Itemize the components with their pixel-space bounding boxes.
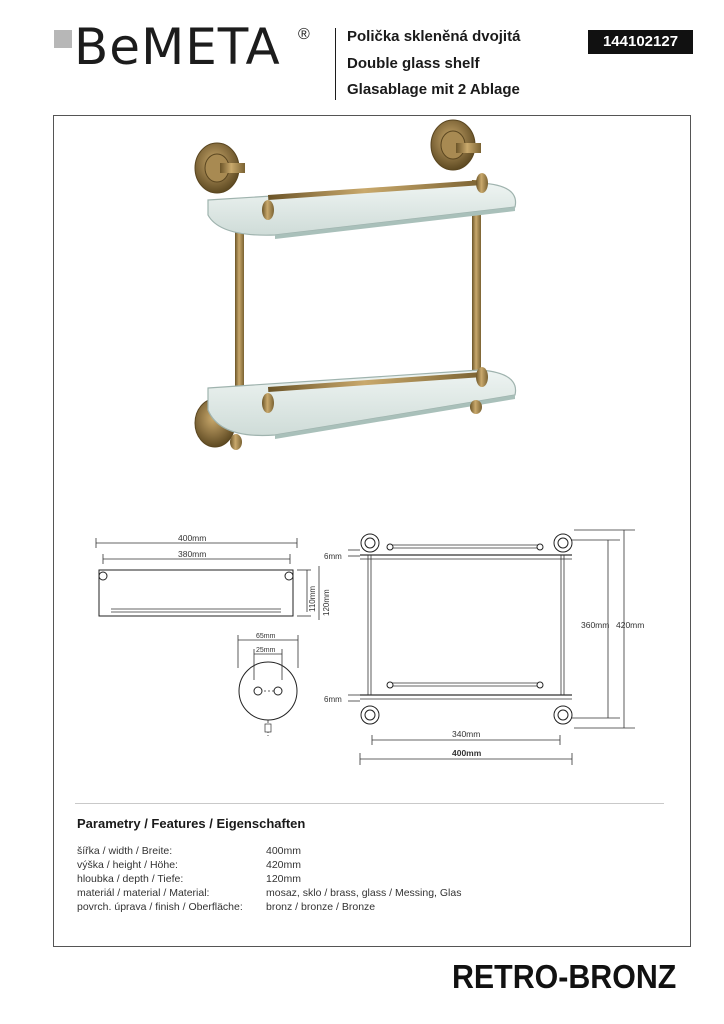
dim-outer-width: 400mm bbox=[452, 748, 482, 758]
spec-value-material: mosaz, sklo / brass, glass / Messing, Glas bbox=[266, 887, 462, 899]
series-name: RETRO-BRONZ bbox=[452, 958, 677, 995]
specs-divider bbox=[75, 803, 664, 804]
mount-detail-drawing bbox=[228, 628, 308, 738]
product-code: 144102127 bbox=[588, 30, 693, 54]
spec-value-width: 400mm bbox=[266, 845, 302, 857]
spec-label-width: šířka / width / Breite: bbox=[77, 845, 173, 857]
dim-outer-height: 420mm bbox=[616, 620, 645, 630]
logo-mark bbox=[54, 30, 72, 48]
dim-inner-width: 340mm bbox=[452, 729, 481, 739]
spec-value-depth: 120mm bbox=[266, 873, 302, 885]
dim-top-gap: 6mm bbox=[324, 552, 342, 561]
dim-bottom-gap: 6mm bbox=[324, 695, 342, 704]
spec-value-height: 420mm bbox=[266, 859, 302, 871]
dim-fixing-spacing: 25mm bbox=[256, 647, 276, 654]
dim-front-width-inner: 380mm bbox=[178, 549, 207, 559]
header-divider bbox=[335, 28, 336, 100]
front-view-drawing bbox=[85, 530, 345, 640]
dim-front-height-outer: 120mm bbox=[322, 589, 331, 616]
title-en: Double glass shelf bbox=[347, 55, 480, 72]
spec-label-depth: hloubka / depth / Tiefe: bbox=[77, 873, 184, 885]
side-view-drawing bbox=[320, 525, 655, 770]
spec-value-finish: bronz / bronze / Bronze bbox=[266, 901, 376, 913]
title-cz: Polička skleněná dvojitá bbox=[347, 28, 521, 45]
spec-label-finish: povrch. úprava / finish / Oberfläche: bbox=[77, 901, 243, 913]
spec-label-height: výška / height / Höhe: bbox=[77, 859, 178, 871]
dim-front-height-inner: 110mm bbox=[308, 585, 317, 612]
spec-label-material: materiál / material / Material: bbox=[77, 887, 210, 899]
dim-front-width-outer: 400mm bbox=[178, 533, 207, 543]
brand-logo: BeMETA bbox=[74, 18, 281, 76]
registered-mark: ® bbox=[298, 26, 310, 43]
dim-rosette-diameter: 65mm bbox=[256, 633, 276, 640]
specs-heading: Parametry / Features / Eigenschaften bbox=[77, 816, 306, 831]
product-photo bbox=[180, 115, 540, 465]
title-de: Glasablage mit 2 Ablage bbox=[347, 81, 520, 98]
dim-inner-height: 360mm bbox=[581, 620, 610, 630]
